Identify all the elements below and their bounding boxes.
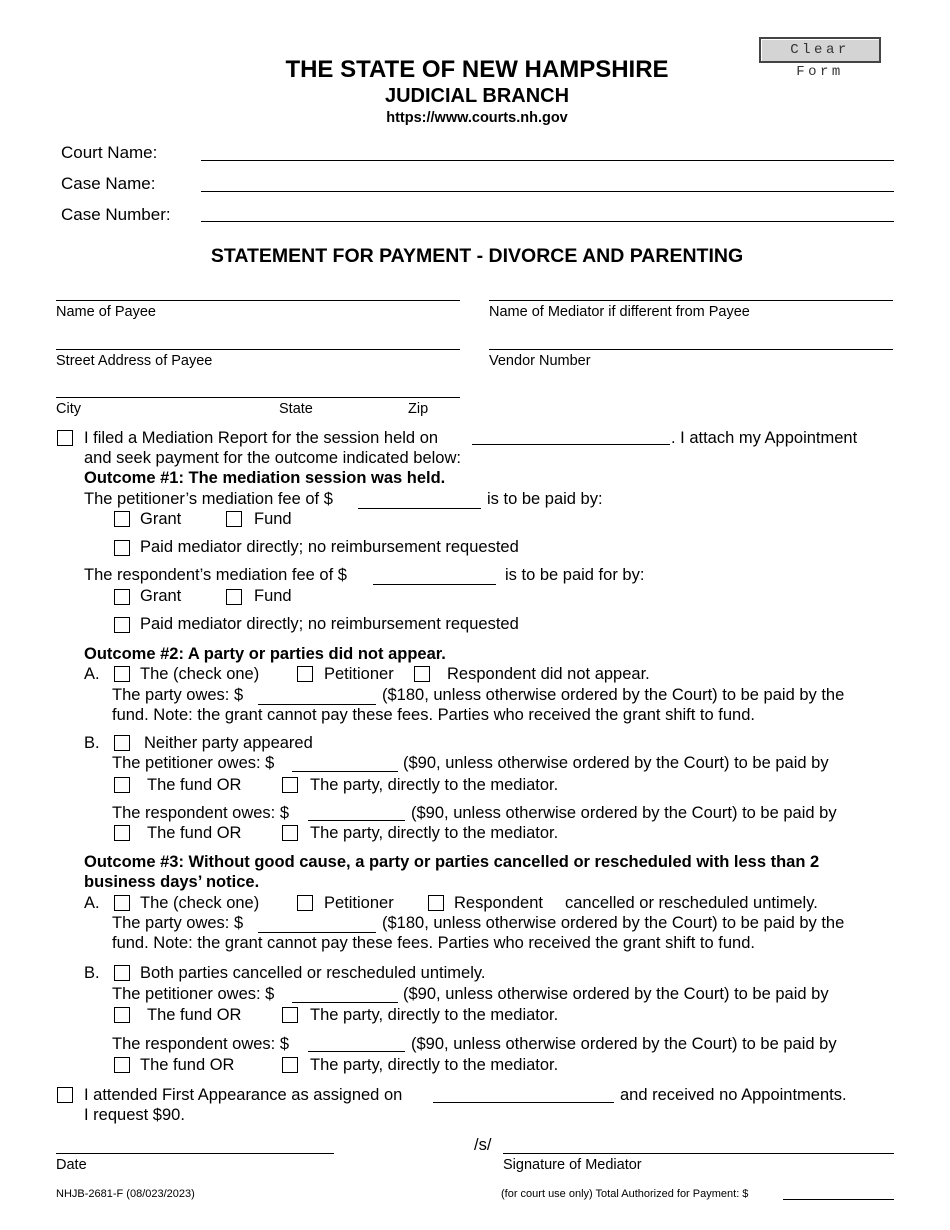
outcome-3-heading: Outcome #3: Without good cause, a party or parties cancelled or rescheduled with less than 2 [84,853,820,871]
o2-fund-note: fund. Note: the grant cannot pay these fees. Parties who received the grant shift to fund. [112,706,755,724]
case-name-label: Case Name: [61,174,156,193]
outcome-2-b-label: B. [84,734,100,752]
o3-resp-owes-text-2: ($90, unless otherwise ordered by the Court) to be paid by [411,1035,837,1053]
city-label: City [56,401,81,417]
o3-pet-owes-field[interactable] [292,1002,398,1003]
date-label: Date [56,1157,87,1173]
o3-resp-party-label: The party, directly to the mediator. [310,1056,559,1074]
o3-party-owes-text-2: ($180, unless otherwise ordered by the Court) to be paid by the [382,914,845,932]
court-use-label: (for court use only) Total Authorized for Payment: $ [501,1188,749,1200]
payee-name-label: Name of Payee [56,304,156,320]
o2-pet-owes-text: The petitioner owes: $ [112,754,275,772]
o3-pet-fund-label: The fund OR [147,1006,242,1024]
o2-resp-owes-field[interactable] [308,820,405,821]
mediation-report-checkbox[interactable] [57,430,73,446]
signature-field[interactable] [503,1153,894,1154]
pet-fund-label: Fund [254,510,292,528]
o2-respondent-label: Respondent did not appear. [447,665,650,683]
payee-street-field[interactable] [56,349,460,350]
o2-resp-fund-label: The fund OR [147,824,242,842]
o3-fund-note: fund. Note: the grant cannot pay these fees. Parties who received the grant shift to fund. [112,934,755,952]
resp-fund-label: Fund [254,587,292,605]
petitioner-fee-field[interactable] [358,508,481,509]
mediation-report-text-3: and seek payment for the outcome indicated below: [84,449,461,467]
resp-paid-directly-label: Paid mediator directly; no reimbursement requested [140,615,519,633]
o2-check-one-checkbox[interactable] [114,666,130,682]
pet-fund-checkbox[interactable] [226,511,242,527]
case-number-label: Case Number: [61,205,171,224]
city-state-zip-field[interactable] [56,397,460,398]
zip-label: Zip [408,401,429,417]
o2-resp-owes-text: The respondent owes: $ [112,804,290,822]
payee-name-field[interactable] [56,300,460,301]
o2-neither-label: Neither party appeared [144,734,313,752]
outcome-1-heading: Outcome #1: The mediation session was held. [84,469,446,487]
resp-fund-checkbox[interactable] [226,589,242,605]
o3-party-owes-field[interactable] [258,932,376,933]
total-authorized-field[interactable] [783,1199,894,1200]
o2-petitioner-checkbox[interactable] [297,666,313,682]
o3-petitioner-checkbox[interactable] [297,895,313,911]
o3-resp-fund-checkbox[interactable] [114,1057,130,1073]
pet-paid-directly-label: Paid mediator directly; no reimbursement requested [140,538,519,556]
o3-check-one-checkbox[interactable] [114,895,130,911]
resp-grant-label: Grant [140,587,182,605]
court-url: https://www.courts.nh.gov [386,110,568,126]
state-title: THE STATE OF NEW HAMPSHIRE [285,56,669,83]
o2-resp-party-label: The party, directly to the mediator. [310,824,559,842]
respondent-fee-field[interactable] [373,584,496,585]
respondent-fee-text-2: is to be paid for by: [505,566,645,584]
petitioner-fee-text: The petitioner’s mediation fee of $ [84,490,333,508]
o2-respondent-checkbox[interactable] [414,666,430,682]
mediator-name-field[interactable] [489,300,893,301]
case-name-field[interactable] [201,191,894,192]
o3-pet-owes-text: The petitioner owes: $ [112,985,275,1003]
o2-petitioner-label: Petitioner [324,665,394,683]
o3-resp-owes-field[interactable] [308,1051,405,1052]
respondent-fee-text: The respondent’s mediation fee of $ [84,566,347,584]
o3-pet-party-checkbox[interactable] [282,1007,298,1023]
o3-both-checkbox[interactable] [114,965,130,981]
o3-respondent-label: Respondent [454,894,543,912]
o2-pet-party-label: The party, directly to the mediator. [310,776,559,794]
o2-resp-owes-text-2: ($90, unless otherwise ordered by the Court) to be paid by [411,804,837,822]
resp-paid-directly-checkbox[interactable] [114,617,130,633]
o3-pet-fund-checkbox[interactable] [114,1007,130,1023]
signature-label: Signature of Mediator [503,1157,642,1173]
signature-s-label: /s/ [474,1136,492,1154]
o2-party-owes-text: The party owes: $ [112,686,244,704]
o2-pet-owes-field[interactable] [292,771,398,772]
first-appearance-text: I attended First Appearance as assigned on [84,1086,403,1104]
session-date-field[interactable] [472,444,670,445]
outcome-2-a-label: A. [84,665,100,683]
first-appearance-text-2: and received no Appointments. [620,1086,847,1104]
court-name-field[interactable] [201,160,894,161]
pet-paid-directly-checkbox[interactable] [114,540,130,556]
state-label: State [279,401,313,417]
vendor-number-label: Vendor Number [489,353,591,369]
resp-grant-checkbox[interactable] [114,589,130,605]
o3-pet-owes-text-2: ($90, unless otherwise ordered by the Court) to be paid by [403,985,829,1003]
o3-both-label: Both parties cancelled or rescheduled untimely. [140,964,486,982]
o3-check-one-label: The (check one) [140,894,260,912]
o3-petitioner-label: Petitioner [324,894,394,912]
mediator-name-label: Name of Mediator if different from Payee [489,304,750,320]
outcome-3-heading-2: business days’ notice. [84,873,260,891]
outcome-3-b-label: B. [84,964,100,982]
o2-resp-fund-checkbox[interactable] [114,825,130,841]
o3-pet-party-label: The party, directly to the mediator. [310,1006,559,1024]
o2-neither-checkbox[interactable] [114,735,130,751]
outcome-2-heading: Outcome #2: A party or parties did not appear. [84,645,446,663]
payee-street-label: Street Address of Payee [56,353,213,369]
branch-title: JUDICIAL BRANCH [384,85,570,107]
pet-grant-label: Grant [140,510,182,528]
o3-party-owes-text: The party owes: $ [112,914,244,932]
o2-pet-owes-text-2: ($90, unless otherwise ordered by the Court) to be paid by [403,754,829,772]
o2-party-owes-text-2: ($180, unless otherwise ordered by the Court) to be paid by the [382,686,845,704]
petitioner-fee-text-2: is to be paid by: [487,490,603,508]
o3-respondent-checkbox[interactable] [428,895,444,911]
case-number-field[interactable] [201,221,894,222]
pet-grant-checkbox[interactable] [114,511,130,527]
court-name-label: Court Name: [61,143,158,162]
o3-resp-owes-text: The respondent owes: $ [112,1035,290,1053]
o2-pet-party-checkbox[interactable] [282,777,298,793]
vendor-number-field[interactable] [489,349,893,350]
o2-pet-fund-label: The fund OR [147,776,242,794]
o3-cancelled-label: cancelled or rescheduled untimely. [565,894,818,912]
first-appearance-text-3: I request $90. [84,1106,185,1124]
o2-check-one-label: The (check one) [140,665,260,683]
o2-party-owes-field[interactable] [258,704,376,705]
first-appearance-checkbox[interactable] [57,1087,73,1103]
o3-resp-party-checkbox[interactable] [282,1057,298,1073]
form-id: NHJB-2681-F (08/023/2023) [56,1188,195,1200]
o2-resp-party-checkbox[interactable] [282,825,298,841]
form-title: STATEMENT FOR PAYMENT - DIVORCE AND PARENTING [210,245,744,267]
first-appearance-date-field[interactable] [433,1102,614,1103]
o2-pet-fund-checkbox[interactable] [114,777,130,793]
o3-resp-fund-label: The fund OR [140,1056,235,1074]
mediation-report-text: I filed a Mediation Report for the session held on [84,429,439,447]
clear-form-button[interactable]: Clear Form [759,37,881,63]
date-field[interactable] [56,1153,334,1154]
outcome-3-a-label: A. [84,894,100,912]
mediation-report-text-2: . I attach my Appointment [671,429,858,447]
